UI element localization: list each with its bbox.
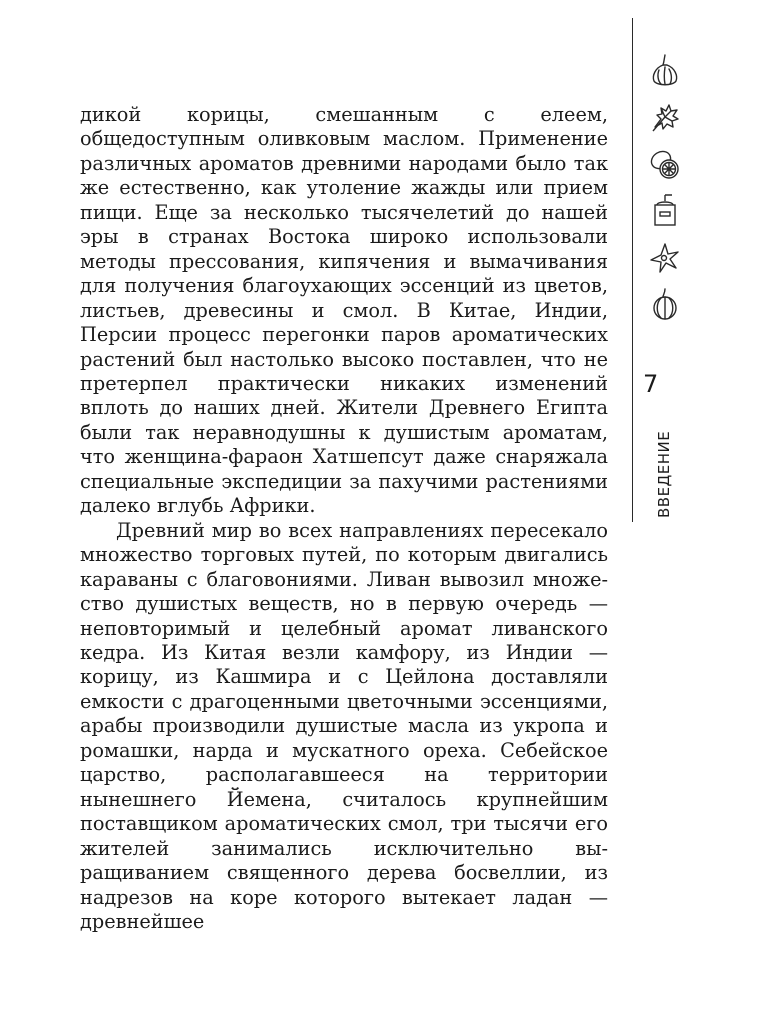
parsley-leaf-icon bbox=[645, 97, 685, 137]
paragraph-1: дикой корицы, смешанным с елеем, общедоступным оливковым маслом. Применение различных ароматов древними народами было так же естественно, как утоление жажды или прием пищи. Еще за несколько тысячелетий до нашей эры в странах Востока широко использовали методы прессования, кипячения и вымачивания для получения благоухающих эссенций из цветов, листьев, древесины и смол. В Китае, Индии, Персии процесс перегонки паров ароматических растений был настолько высоко поставлен, что не претерпел практически никаких изменений вплоть до наших дней. Жители Древнего Египта были так неравнодушны к душистым ароматам, что женщина-фараон Хатшепсут даже снаряжала специальные экспедиции за пахучими растениями далеко вглубь Африки. bbox=[80, 103, 608, 518]
margin-divider bbox=[632, 18, 633, 522]
icon-rail bbox=[636, 50, 696, 332]
page-number: 7 bbox=[643, 370, 659, 398]
body-text bbox=[80, 103, 608, 934]
onion-icon bbox=[645, 285, 685, 325]
lemon-slice-icon bbox=[645, 144, 685, 184]
garlic-icon bbox=[645, 50, 685, 90]
paragraph-2: Древний мир во всех направлениях пересекало множество торговых путей, по которым двигались караваны с благовониями. Ливан вывозил множество душистых веществ, но в первую очередь — неповторимый и целебный аромат ливанского кедра. Из Китая везли камфору, из Индии — корицу, из Кашмира и с Цейлона доставляли емкости с драгоценными цветочными эссенциями, арабы производили душистые масла из укропа и ромашки, нарда и мускатного ореха. Себейское царство, располагавшееся на территории нынешнего Йемена, считалось крупнейшим поставщиком ароматических смол, три тысячи его жителей занимались исключительно выращиванием священного дерева босвеллии, из надрезов на коре которого вытекает ладан — древнейшее bbox=[80, 518, 608, 933]
spice-grinder-icon bbox=[645, 191, 685, 231]
section-title: ВВЕДЕНИЕ bbox=[655, 430, 673, 518]
star-anise-flower-icon bbox=[645, 238, 685, 278]
